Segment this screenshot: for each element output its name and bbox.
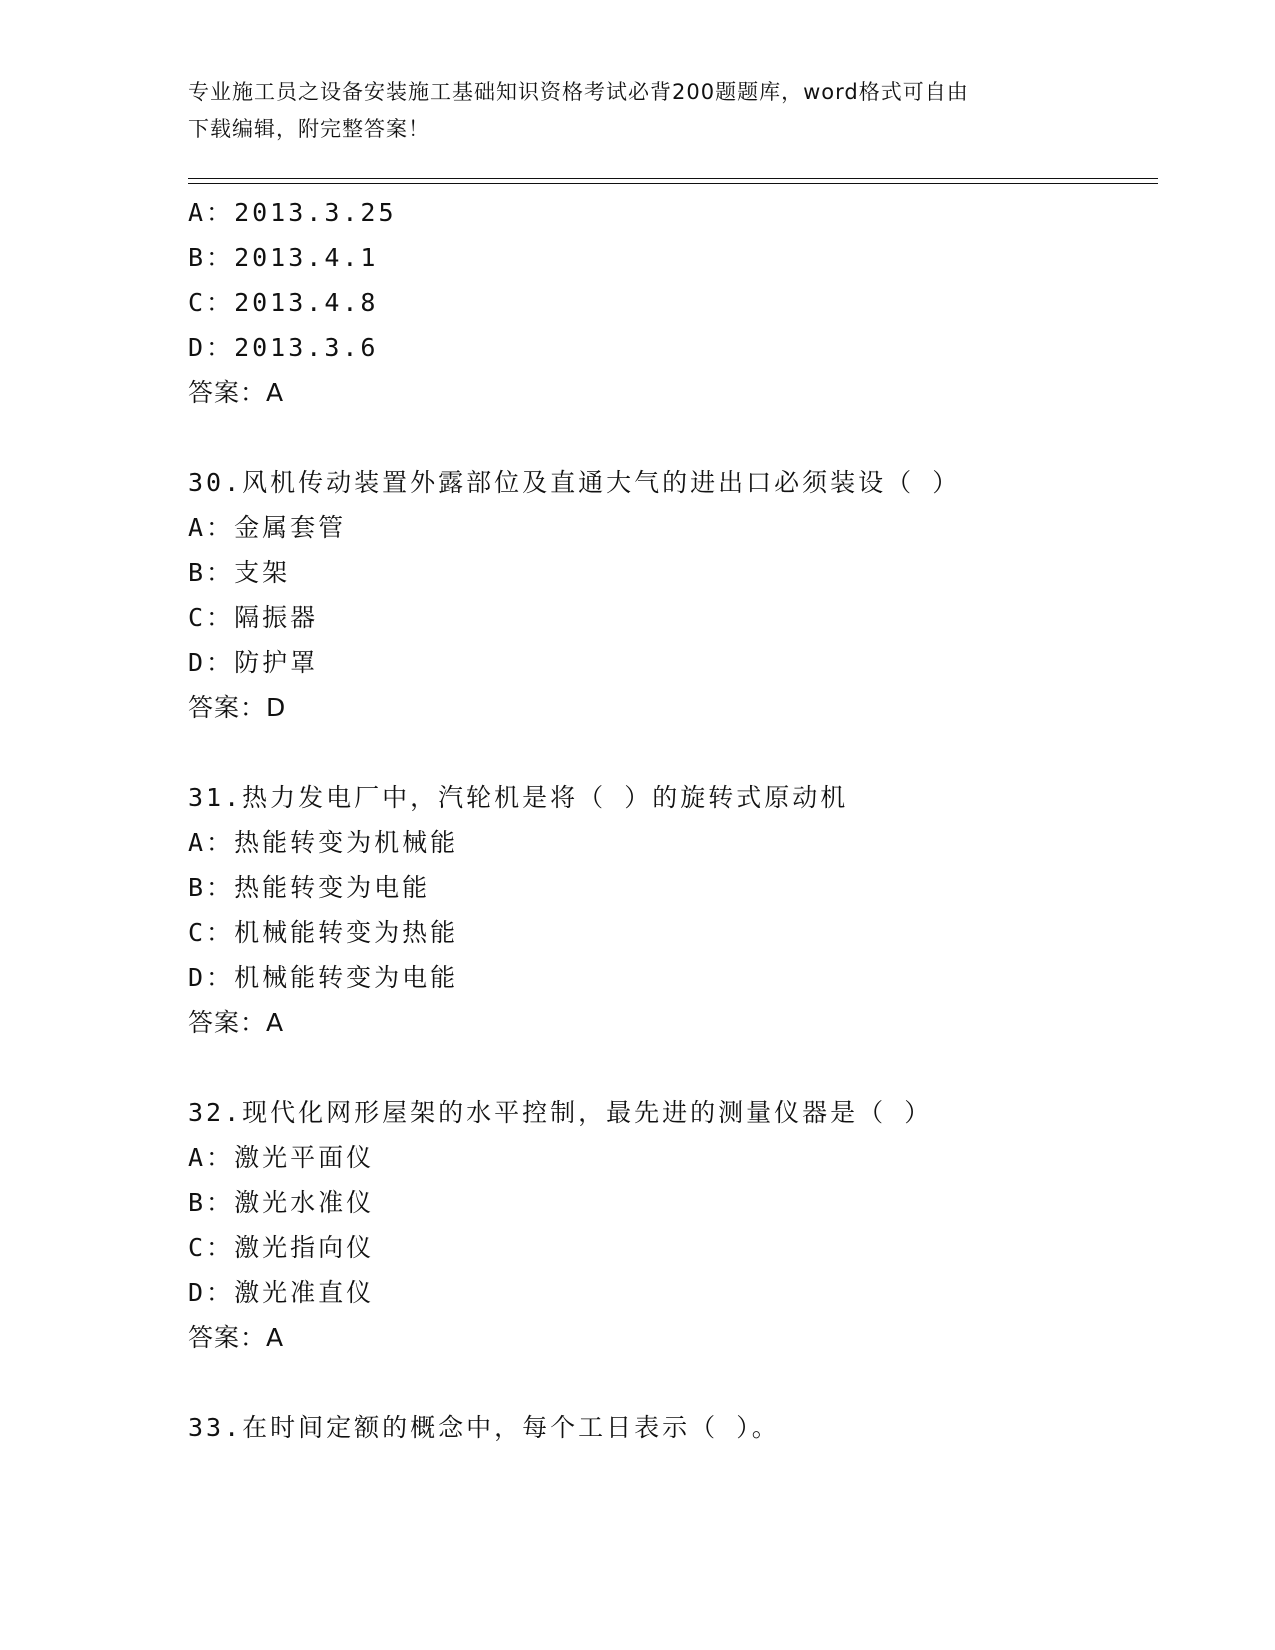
answer-line: 答案：A xyxy=(188,1008,285,1037)
option-d xyxy=(188,958,458,994)
option-letter: C： xyxy=(188,603,235,632)
option-b xyxy=(188,1183,374,1219)
option-c xyxy=(188,598,318,634)
option-text: 机械能转变为热能 xyxy=(234,918,459,947)
option-letter: B： xyxy=(188,873,235,902)
option-b xyxy=(188,553,290,589)
answer-line: 答案：A xyxy=(188,1323,285,1352)
option-text: 热能转变为机械能 xyxy=(234,828,459,857)
option-c xyxy=(188,283,378,319)
header-divider-top xyxy=(188,178,1158,179)
option-text: 防护罩 xyxy=(234,648,319,677)
option-letter: B： xyxy=(188,243,235,272)
option-text: 激光水准仪 xyxy=(234,1188,375,1217)
option-letter: D： xyxy=(188,333,235,362)
question-33: 33.在时间定额的概念中，每个工日表示（ ）。 xyxy=(188,1413,780,1442)
option-text: 隔振器 xyxy=(234,603,319,632)
question-32: 32.现代化网形屋架的水平控制，最先进的测量仪器是（ ） xyxy=(188,1098,933,1127)
option-a xyxy=(188,823,458,859)
option-text: 热能转变为电能 xyxy=(234,873,431,902)
option-letter: D： xyxy=(188,648,235,677)
option-d xyxy=(188,1273,374,1309)
option-b xyxy=(188,238,378,274)
option-d xyxy=(188,643,318,679)
option-text: 激光准直仪 xyxy=(234,1278,375,1307)
option-letter: B： xyxy=(188,1188,235,1217)
option-text: 机械能转变为电能 xyxy=(234,963,459,992)
question-30: 30.风机传动装置外露部位及直通大气的进出口必须装设（ ） xyxy=(188,468,961,497)
option-letter: A： xyxy=(188,198,235,227)
option-text: 2013.4.8 xyxy=(234,288,379,317)
option-text: 激光指向仪 xyxy=(234,1233,375,1262)
header-line-2: 下载编辑，附完整答案！ xyxy=(188,117,430,141)
answer-line: 答案：D xyxy=(188,693,287,722)
option-letter: B： xyxy=(188,558,235,587)
option-text: 支架 xyxy=(234,558,291,587)
option-letter: A： xyxy=(188,513,235,542)
answer-line: 答案：A xyxy=(188,378,285,407)
option-text: 金属套管 xyxy=(234,513,347,542)
option-text: 2013.3.25 xyxy=(234,198,397,227)
question-31: 31.热力发电厂中，汽轮机是将（ ）的旋转式原动机 xyxy=(188,783,849,812)
option-letter: C： xyxy=(188,1233,235,1262)
option-c xyxy=(188,913,458,949)
option-text: 激光平面仪 xyxy=(234,1143,375,1172)
option-b xyxy=(188,868,430,904)
option-c xyxy=(188,1228,374,1264)
option-text: 2013.4.1 xyxy=(234,243,379,272)
option-letter: C： xyxy=(188,918,235,947)
header-divider-bottom xyxy=(188,183,1158,184)
option-letter: D： xyxy=(188,1278,235,1307)
option-a xyxy=(188,193,397,229)
option-letter: A： xyxy=(188,828,235,857)
option-letter: C： xyxy=(188,288,235,317)
option-a xyxy=(188,508,346,544)
option-letter: D： xyxy=(188,963,235,992)
document-header xyxy=(188,74,1088,148)
option-text: 2013.3.6 xyxy=(234,333,379,362)
header-line-1: 专业施工员之设备安装施工基础知识资格考试必背200题题库，word格式可自由 xyxy=(188,80,969,104)
option-letter: A： xyxy=(188,1143,235,1172)
option-a xyxy=(188,1138,374,1174)
option-d xyxy=(188,328,378,364)
